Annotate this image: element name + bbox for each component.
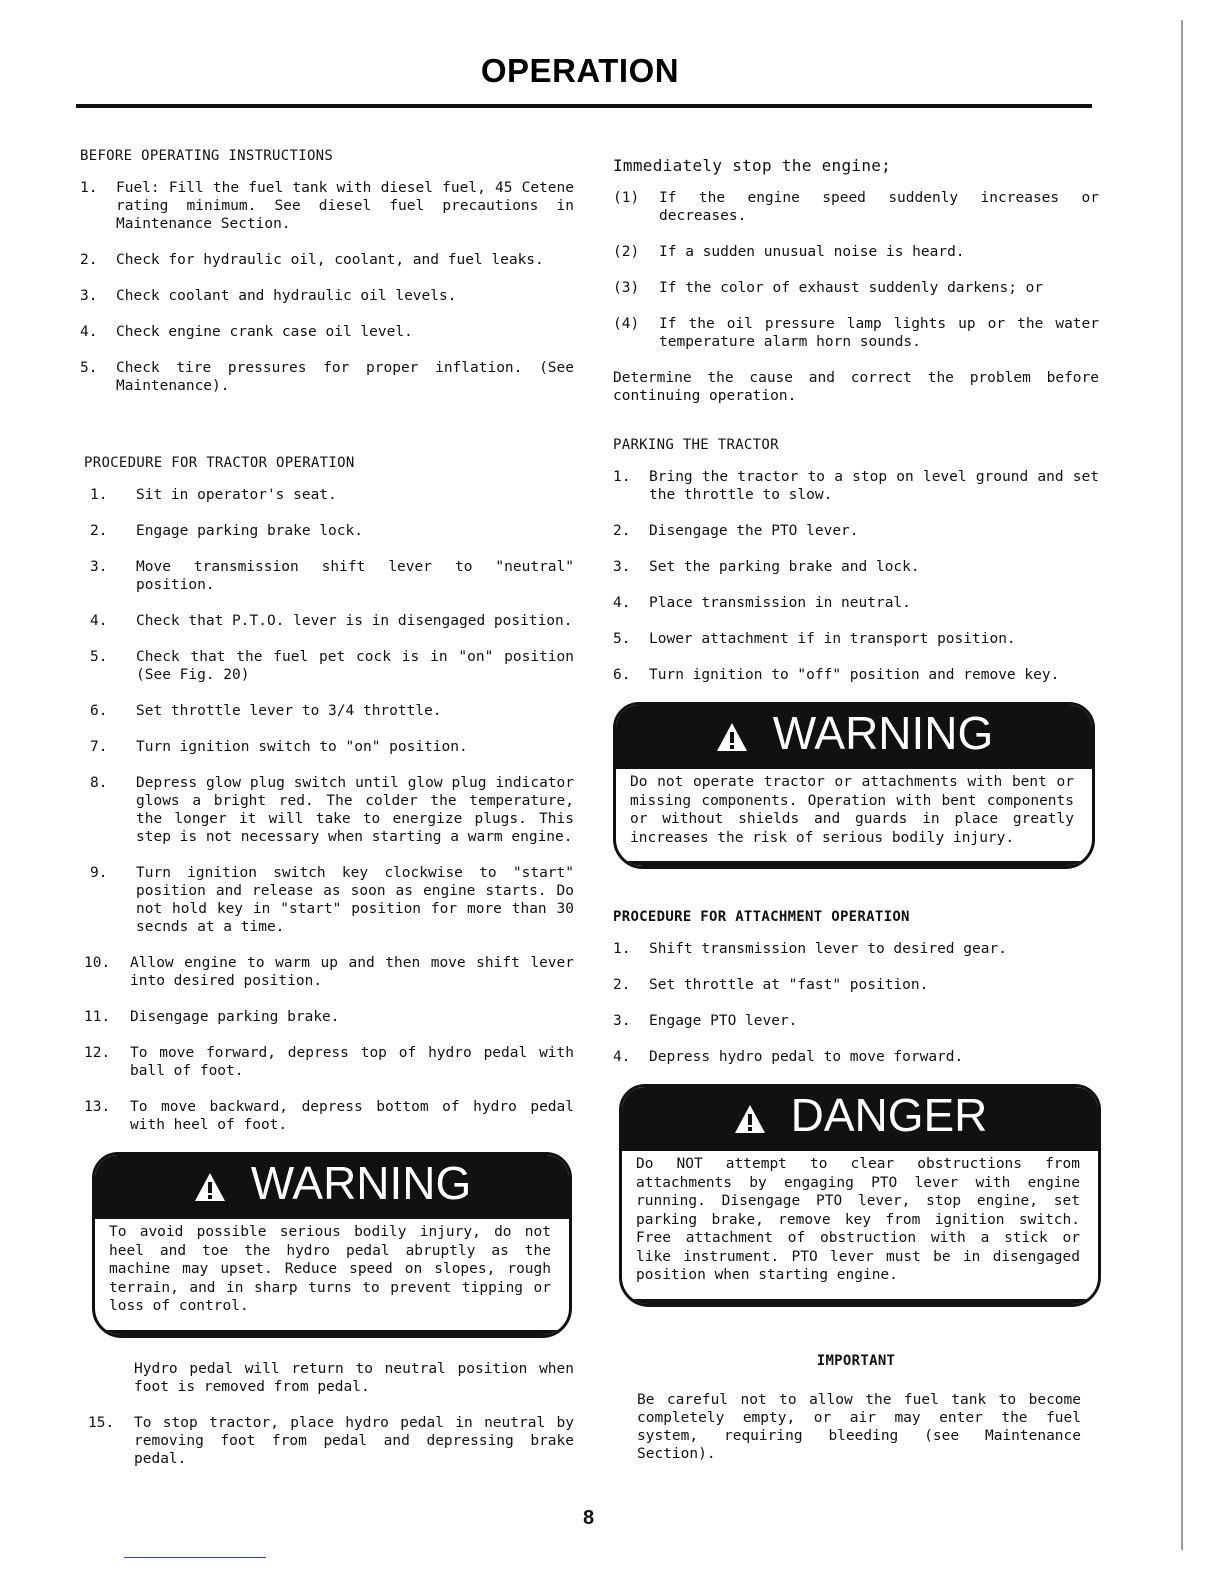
important-title: IMPORTANT [816,1352,896,1369]
page-title: OPERATION [480,52,680,89]
tractor-operation-list [80,486,574,1134]
list-item: 5. Lower attachment if in transport position. [613,631,1016,647]
list-item: 13. To move backward, depress bottom of hydro pedal with heel of foot. [84,1099,574,1133]
list-item: 12. To move forward, depress top of hydro pedal with ball of foot. [84,1045,574,1079]
tractor-operation-heading: PROCEDURE FOR TRACTOR OPERATION [84,455,355,471]
warning-label: WARNING [250,1157,472,1209]
list-item: 1. Fuel: Fill the fuel tank with diesel fuel, 45 Cetene rating minimum. See diesel fuel precautions in Maintenance Section. [80,180,574,232]
stop-engine-heading: Immediately stop the engine; [613,156,892,175]
list-item: 15. To stop tractor, place hydro pedal in neutral by removing foot from pedal and depressing brake pedal. [88,1414,574,1467]
stop-engine-list [613,189,1099,351]
list-item: 6. Turn ignition to "off" position and remove key. [613,667,1060,683]
list-item: 3. Set the parking brake and lock. [613,559,920,575]
page-number: 8 [583,1507,595,1529]
list-item: 11. Disengage parking brake. [84,1009,340,1025]
list-item: 3. Check coolant and hydraulic oil levels. [80,288,457,304]
stop-engine-note: Determine the cause and correct the problem before continuing operation. [613,370,1099,404]
warning-banner [616,705,1092,769]
list-item: 2. Engage parking brake lock. [90,523,363,539]
list-item: 4. Check that P.T.O. lever is in disengaged position. [90,613,573,629]
list-item: 4. Depress hydro pedal to move forward. [613,1049,964,1065]
list-item: 2. Check for hydraulic oil, coolant, and fuel leaks. [80,252,544,268]
scan-edge-line [1181,20,1183,1550]
list-item: 4. Check engine crank case oil level. [80,324,413,340]
warning-triangle-icon [733,1095,767,1143]
parking-list [613,468,1099,684]
list-item: 4. Place transmission in neutral. [613,595,911,611]
before-operating-heading: BEFORE OPERATING INSTRUCTIONS [80,148,334,164]
list-item: 5. Check tire pressures for proper inflation. (See Maintenance). [80,360,574,394]
list-item: (3) If the color of exhaust suddenly darkens; or [613,280,1044,296]
attachment-operation-heading: PROCEDURE FOR ATTACHMENT OPERATION [613,909,910,925]
left-column [80,148,574,1486]
list-item: 2. Set throttle at "fast" position. [613,977,929,993]
list-item: 3. Engage PTO lever. [613,1013,798,1029]
list-item: 1. Bring the tractor to a stop on level ground and set the throttle to slow. [613,469,1099,503]
list-item: 1. Shift transmission lever to desired gear. [613,941,1007,957]
hydro-note: Hydro pedal will return to neutral position when foot is removed from pedal. [134,1360,574,1395]
warning-banner [95,1155,569,1219]
danger-label: DANGER [790,1089,988,1141]
warning-text: To avoid possible serious bodily injury, do not heel and toe the hydro pedal abruptly as the machine may upset. Reduce speed on slopes, rough terrain, and in sharp turns to prevent tipping or loss of control. [95,1219,569,1335]
list-item: (1) If the engine speed suddenly increases or decreases. [613,190,1099,224]
list-item: 10. Allow engine to warm up and then move shift lever into desired position. [84,955,574,989]
warning-label: WARNING [772,707,994,759]
list-item: 6. Set throttle lever to 3/4 throttle. [90,703,442,719]
list-item: 1. Sit in operator's seat. [90,487,337,503]
right-column [613,156,1099,1463]
list-item: 8. Depress glow plug switch until glow plug indicator glows a bright red. The colder the temperature, the longer it will take to energize plugs. This step is not necessary when starting a warm engine. [90,775,574,845]
warning-text: Do not operate tractor or attachments with bent or missing components. Operation with bent components or without shields and guards in place greatly increases the risk of serious bodily injury. [616,769,1092,866]
parking-heading: PARKING THE TRACTOR [613,437,779,453]
list-item: 5. Check that the fuel pet cock is in "on" position (See Fig. 20) [90,649,574,683]
list-item: 2. Disengage the PTO lever. [613,523,859,539]
warning-triangle-icon [715,713,749,761]
danger-banner [622,1087,1098,1151]
attachment-operation-list [613,940,1099,1066]
warning-triangle-icon [193,1163,227,1211]
warning-box-right [613,702,1095,869]
danger-text: Do NOT attempt to clear obstructions from attachments by engaging PTO lever with engine running. Disengage PTO lever, stop engine, set parking brake, remove key from ignition switch. Free attachment of obstruction with a stick or like instrument. PTO lever must be in disengaged position when starting engine. [622,1151,1098,1304]
list-item: (2) If a sudden unusual noise is heard. [613,244,965,260]
list-item: 7. Turn ignition switch to "on" position. [90,739,468,755]
title-rule [76,104,1092,108]
before-operating-list [80,179,574,395]
list-item: 9. Turn ignition switch key clockwise to "start" position and release as soon as engine starts. Do not hold key in "start" position for more than 30 secnds at a time. [90,865,574,935]
important-text: Be careful not to allow the fuel tank to become completely empty, or air may enter the fuel system, requiring bleeding (see Maintenance Section). [637,1391,1081,1462]
warning-box-left [92,1152,572,1338]
danger-box [619,1084,1101,1307]
list-item: 3. Move transmission shift lever to "neutral" position. [90,559,574,593]
list-item: (4) If the oil pressure lamp lights up or the water temperature alarm horn sounds. [613,316,1099,350]
footer-rule [124,1557,266,1558]
